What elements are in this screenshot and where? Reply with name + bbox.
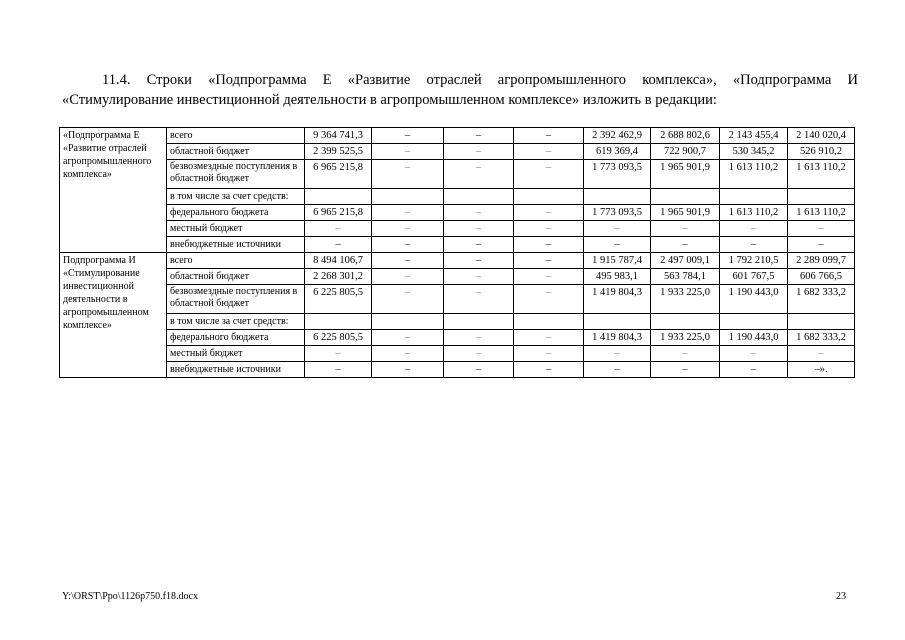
table-row <box>60 144 855 160</box>
table-row <box>60 160 855 189</box>
value-cell: – <box>372 269 444 285</box>
table-row <box>60 285 855 314</box>
category-cell: безвозмездные поступления в областной бюджет <box>167 160 305 189</box>
value-cell: 1 965 901,9 <box>651 160 720 189</box>
value-cell: 6 965 215,8 <box>305 205 372 221</box>
table-row <box>60 128 855 144</box>
value-cell: – <box>372 253 444 269</box>
table-row <box>60 346 855 362</box>
table-row <box>60 237 855 253</box>
value-cell: –». <box>788 362 855 378</box>
value-cell: – <box>372 285 444 314</box>
value-cell <box>444 189 514 205</box>
category-cell: всего <box>167 253 305 269</box>
value-cell: 495 983,1 <box>584 269 651 285</box>
table-row <box>60 269 855 285</box>
value-cell: – <box>444 160 514 189</box>
value-cell: 8 494 106,7 <box>305 253 372 269</box>
value-cell: – <box>305 237 372 253</box>
value-cell: 1 613 110,2 <box>788 205 855 221</box>
category-cell: местный бюджет <box>167 346 305 362</box>
value-cell <box>584 189 651 205</box>
budget-table-body <box>60 128 855 378</box>
value-cell: – <box>444 205 514 221</box>
category-cell: местный бюджет <box>167 221 305 237</box>
value-cell <box>788 189 855 205</box>
value-cell: – <box>651 237 720 253</box>
value-cell: – <box>372 221 444 237</box>
value-cell: 1 792 210,5 <box>720 253 788 269</box>
value-cell: 2 268 301,2 <box>305 269 372 285</box>
value-cell: – <box>372 144 444 160</box>
value-cell <box>720 189 788 205</box>
value-cell: – <box>584 346 651 362</box>
value-cell: 1 682 333,2 <box>788 330 855 346</box>
page-number: 23 <box>836 591 846 602</box>
value-cell: 6 225 805,5 <box>305 330 372 346</box>
value-cell: 1 190 443,0 <box>720 285 788 314</box>
value-cell: 1 613 110,2 <box>720 205 788 221</box>
value-cell: – <box>444 253 514 269</box>
table-row <box>60 205 855 221</box>
value-cell: 6 225 805,5 <box>305 285 372 314</box>
value-cell: – <box>788 237 855 253</box>
value-cell: 601 767,5 <box>720 269 788 285</box>
value-cell <box>305 189 372 205</box>
value-cell: 1 613 110,2 <box>788 160 855 189</box>
value-cell: 1 773 093,5 <box>584 205 651 221</box>
value-cell: – <box>651 346 720 362</box>
category-cell: внебюджетные источники <box>167 362 305 378</box>
category-cell: в том числе за счет средств: <box>167 189 305 205</box>
value-cell: 526 910,2 <box>788 144 855 160</box>
table-row <box>60 362 855 378</box>
value-cell: – <box>514 205 584 221</box>
value-cell: – <box>651 221 720 237</box>
value-cell: – <box>514 237 584 253</box>
category-cell: безвозмездные поступления в областной бюджет <box>167 285 305 314</box>
value-cell <box>514 189 584 205</box>
value-cell: – <box>305 346 372 362</box>
value-cell: 1 933 225,0 <box>651 285 720 314</box>
value-cell <box>305 314 372 330</box>
value-cell: 2 497 009,1 <box>651 253 720 269</box>
value-cell <box>514 314 584 330</box>
category-cell: в том числе за счет средств: <box>167 314 305 330</box>
value-cell <box>788 314 855 330</box>
value-cell <box>372 314 444 330</box>
value-cell: 6 965 215,8 <box>305 160 372 189</box>
value-cell: 2 140 020,4 <box>788 128 855 144</box>
category-cell: федерального бюджета <box>167 205 305 221</box>
value-cell: – <box>444 144 514 160</box>
value-cell: – <box>584 362 651 378</box>
value-cell: 2 688 802,6 <box>651 128 720 144</box>
category-cell: областной бюджет <box>167 144 305 160</box>
value-cell: 1 190 443,0 <box>720 330 788 346</box>
value-cell: – <box>514 362 584 378</box>
value-cell: 1 419 804,3 <box>584 285 651 314</box>
value-cell: – <box>372 330 444 346</box>
value-cell: 2 143 455,4 <box>720 128 788 144</box>
program-name-cell: Подпрограмма И «Стимулирование инвестиционной деятельности в агропромышленном комплексе» <box>60 253 167 378</box>
category-cell: внебюджетные источники <box>167 237 305 253</box>
value-cell: – <box>720 346 788 362</box>
value-cell: – <box>584 221 651 237</box>
value-cell <box>720 314 788 330</box>
value-cell: 1 915 787,4 <box>584 253 651 269</box>
value-cell: 530 345,2 <box>720 144 788 160</box>
value-cell: 2 289 099,7 <box>788 253 855 269</box>
value-cell: 563 784,1 <box>651 269 720 285</box>
value-cell: 1 613 110,2 <box>720 160 788 189</box>
intro-paragraph <box>62 70 858 110</box>
value-cell: – <box>372 128 444 144</box>
value-cell: 1 419 804,3 <box>584 330 651 346</box>
value-cell: – <box>372 205 444 221</box>
table-row <box>60 221 855 237</box>
value-cell: – <box>372 160 444 189</box>
value-cell: – <box>514 144 584 160</box>
value-cell: – <box>514 253 584 269</box>
category-cell: областной бюджет <box>167 269 305 285</box>
value-cell: 2 392 462,9 <box>584 128 651 144</box>
intro-text: 11.4. Строки «Подпрограмма Е «Развитие отраслей агропромышленного комплекса», «Подпрограмма И «Стимулирование инвестиционной деятельности в агропромышленном комплексе» изложить в редакции: <box>62 72 858 108</box>
value-cell: – <box>514 128 584 144</box>
value-cell: – <box>514 160 584 189</box>
category-cell: федерального бюджета <box>167 330 305 346</box>
table-row <box>60 253 855 269</box>
value-cell: – <box>514 269 584 285</box>
value-cell <box>651 314 720 330</box>
value-cell <box>584 314 651 330</box>
value-cell: – <box>720 362 788 378</box>
value-cell: – <box>372 362 444 378</box>
value-cell: – <box>444 237 514 253</box>
value-cell <box>444 314 514 330</box>
program-name-cell: «Подпрограмма Е «Развитие отраслей агропромышленного комплекса» <box>60 128 167 253</box>
value-cell: – <box>444 330 514 346</box>
value-cell: 9 364 741,3 <box>305 128 372 144</box>
value-cell: – <box>720 237 788 253</box>
table-row <box>60 189 855 205</box>
value-cell: 619 369,4 <box>584 144 651 160</box>
value-cell: – <box>584 237 651 253</box>
value-cell: – <box>444 269 514 285</box>
category-cell: всего <box>167 128 305 144</box>
value-cell: – <box>720 221 788 237</box>
value-cell <box>372 189 444 205</box>
value-cell: – <box>788 221 855 237</box>
value-cell: – <box>372 237 444 253</box>
table-row <box>60 330 855 346</box>
value-cell: – <box>651 362 720 378</box>
value-cell: – <box>372 346 444 362</box>
value-cell: – <box>514 221 584 237</box>
table-row <box>60 314 855 330</box>
value-cell: 606 766,5 <box>788 269 855 285</box>
value-cell: – <box>788 346 855 362</box>
value-cell: 1 773 093,5 <box>584 160 651 189</box>
value-cell: 1 933 225,0 <box>651 330 720 346</box>
value-cell: 1 965 901,9 <box>651 205 720 221</box>
value-cell: – <box>514 346 584 362</box>
footer-file-path: Y:\ORST\Ppo\1126p750.f18.docx <box>62 591 198 602</box>
value-cell: – <box>305 221 372 237</box>
value-cell: 722 900,7 <box>651 144 720 160</box>
value-cell <box>651 189 720 205</box>
value-cell: – <box>444 346 514 362</box>
budget-table <box>59 127 855 378</box>
value-cell: – <box>444 362 514 378</box>
value-cell: – <box>514 330 584 346</box>
value-cell: – <box>444 221 514 237</box>
value-cell: – <box>305 362 372 378</box>
value-cell: 1 682 333,2 <box>788 285 855 314</box>
value-cell: – <box>444 128 514 144</box>
value-cell: – <box>444 285 514 314</box>
value-cell: – <box>514 285 584 314</box>
value-cell: 2 399 525,5 <box>305 144 372 160</box>
